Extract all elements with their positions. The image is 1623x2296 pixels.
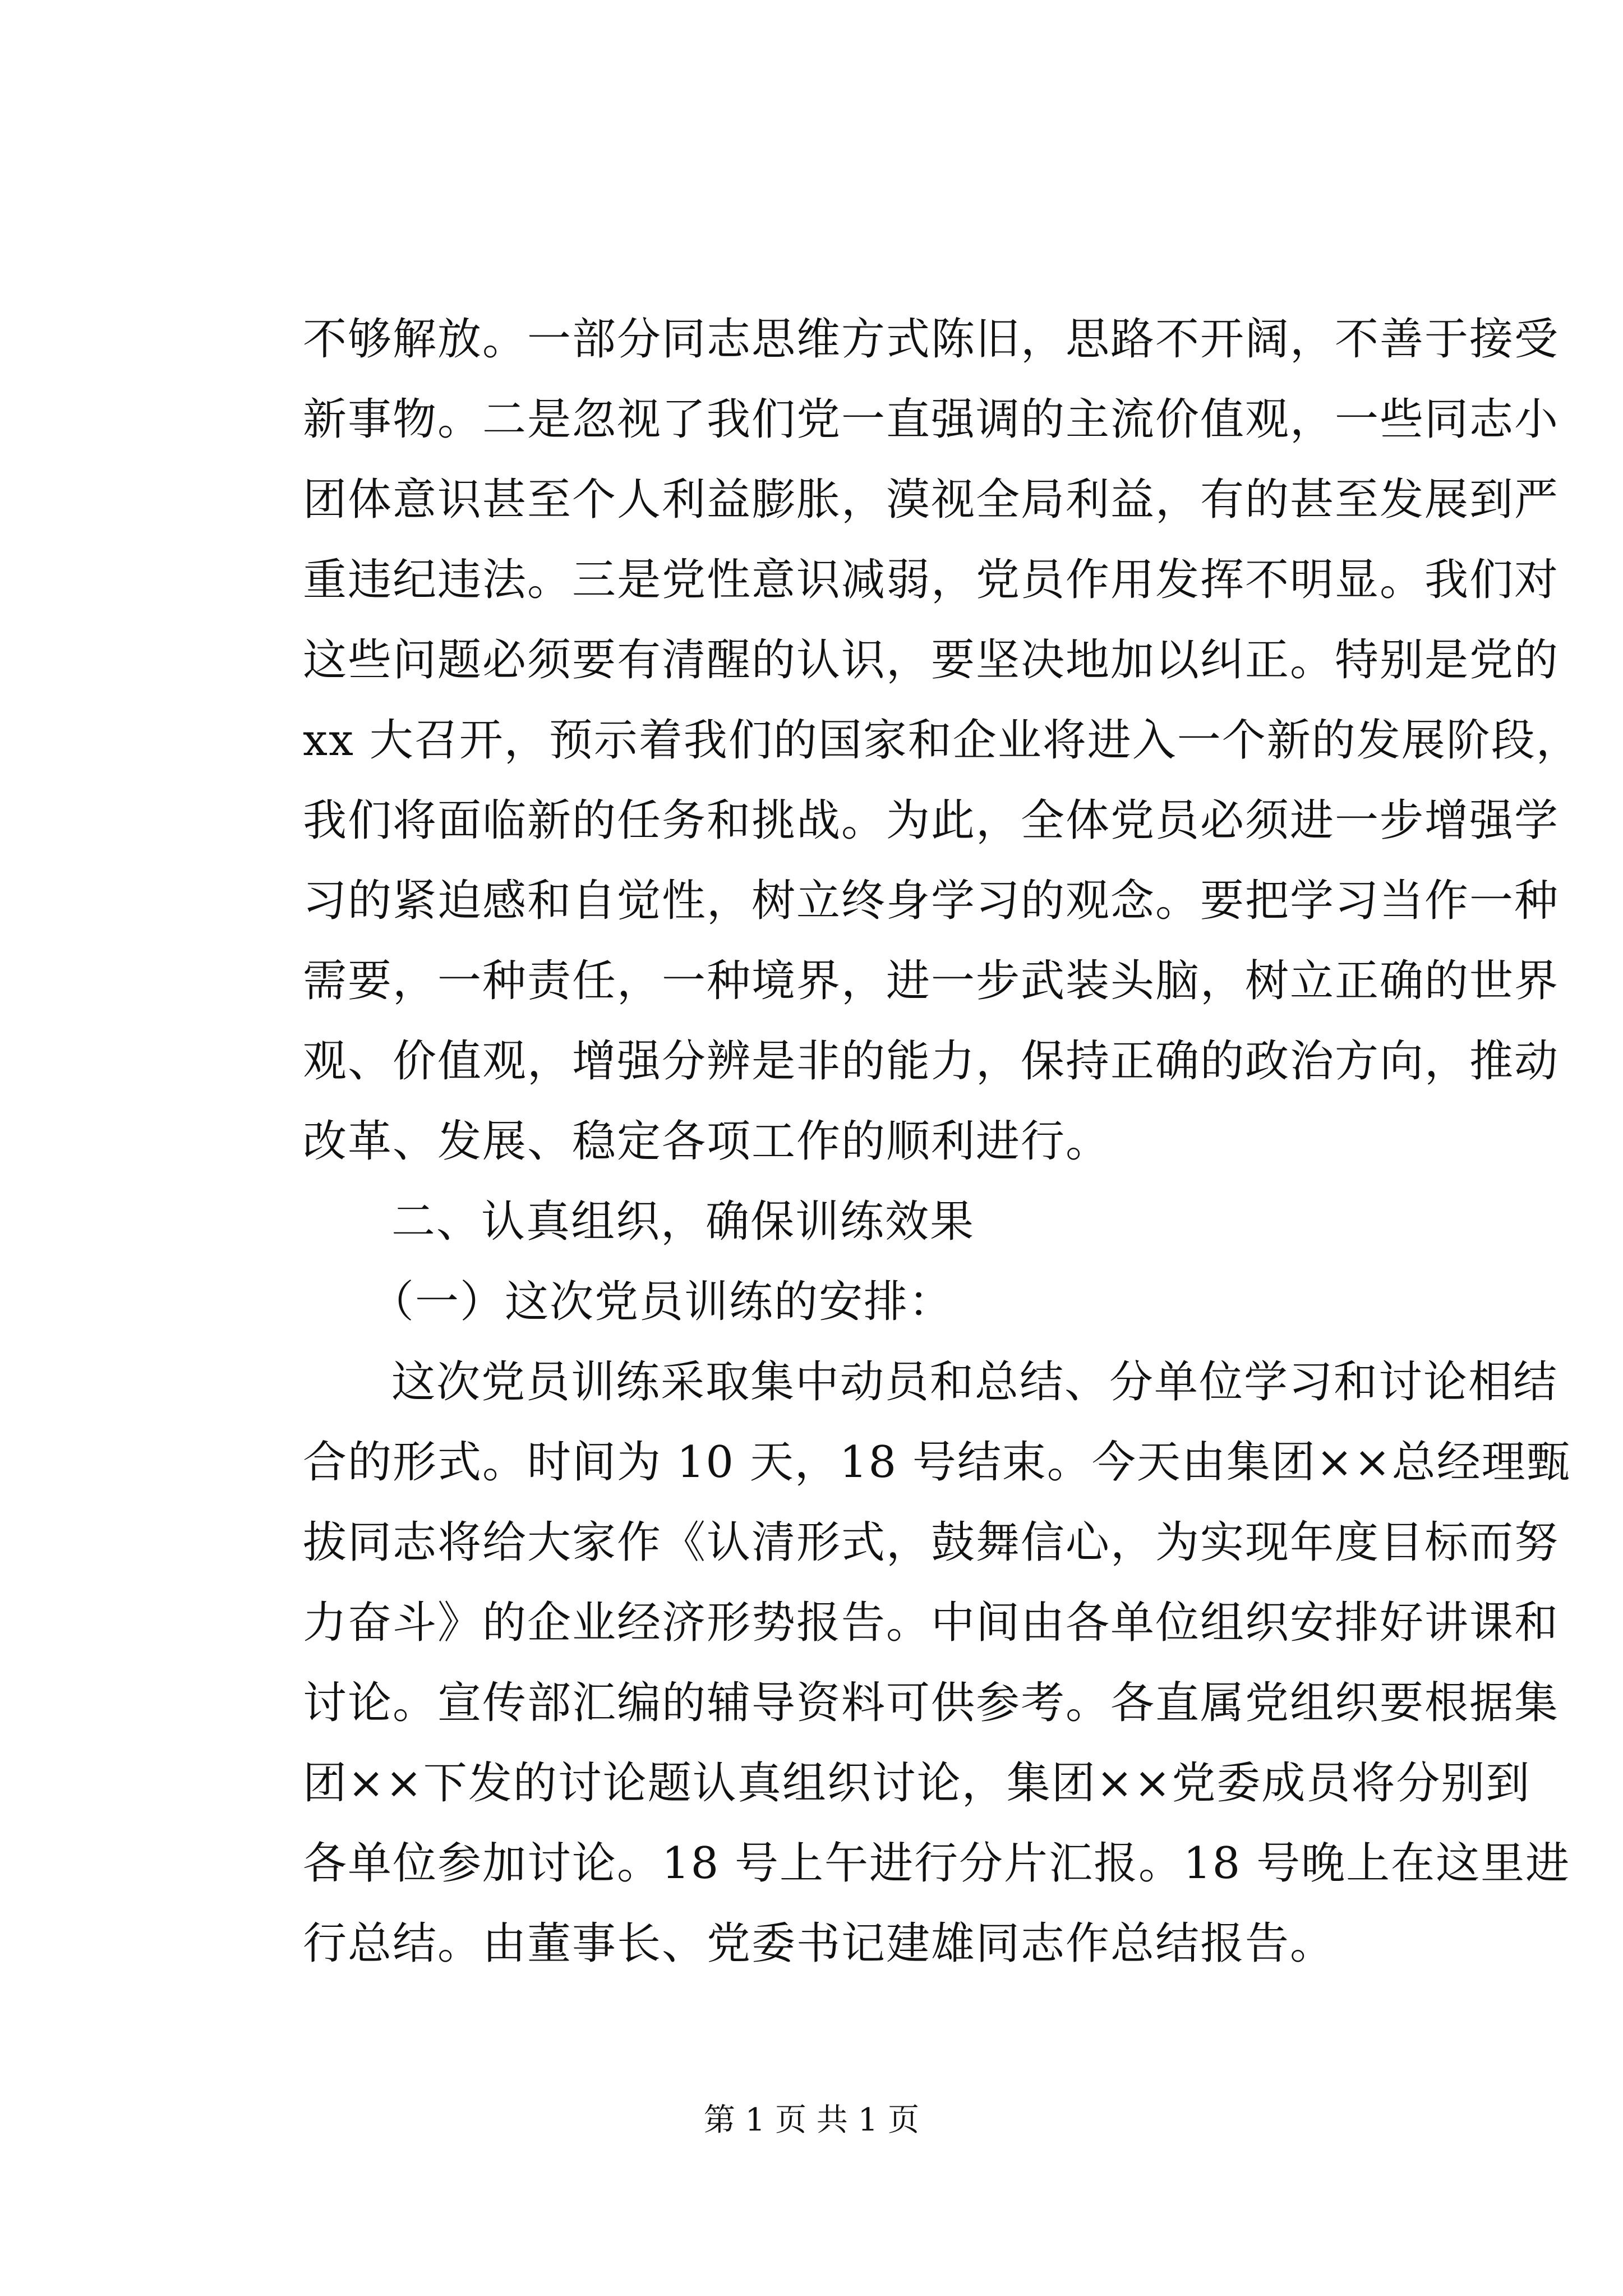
body-text-line: 讨论。宣传部汇编的辅导资料可供参考。各直属党组织要根据集 <box>303 1678 1560 1728</box>
body-text-line: 团××下发的讨论题认真组织讨论，集团××党委成员将分别到 <box>303 1758 1531 1809</box>
body-text-line: 改革、发展、稳定各项工作的顺利进行。 <box>303 1116 1111 1167</box>
body-text-line: 我们将面临新的任务和挑战。为此，全体党员必须进一步增强学 <box>303 795 1560 846</box>
page-footer: 第 1 页 共 1 页 <box>703 2102 920 2138</box>
body-text-line: 这次党员训练采取集中动员和总结、分单位学习和讨论相结 <box>391 1357 1559 1407</box>
body-text-line: 需要，一种责任，一种境界，进一步武装头脑，树立正确的世界 <box>303 956 1560 1006</box>
body-text-line: 重违纪违法。三是党性意识减弱，党员作用发挥不明显。我们对 <box>303 555 1560 605</box>
section-heading: 二、认真组织，确保训练效果 <box>391 1197 975 1247</box>
body-text-line: xx 大召开，预示着我们的国家和企业将进入一个新的发展阶段， <box>303 715 1581 766</box>
body-text-line: 新事物。二是忽视了我们党一直强调的主流价值观，一些同志小 <box>303 394 1560 445</box>
body-text-line: 不够解放。一部分同志思维方式陈旧，思路不开阔，不善于接受 <box>303 314 1560 365</box>
body-text-line: 团体意识甚至个人利益膨胀，漠视全局利益，有的甚至发展到严 <box>303 475 1560 525</box>
body-text-line: 行总结。由董事长、党委书记建雄同志作总结报告。 <box>303 1918 1335 1969</box>
body-text-line: 观、价值观，增强分辨是非的能力，保持正确的政治方向，推动 <box>303 1036 1560 1087</box>
body-text-line: 力奋斗》的企业经济形势报告。中间由各单位组织安排好讲课和 <box>303 1598 1560 1648</box>
body-text-line: 这些问题必须要有清醒的认识，要坚决地加以纠正。特别是党的 <box>303 635 1560 685</box>
body-text-line: 习的紧迫感和自觉性，树立终身学习的观念。要把学习当作一种 <box>303 876 1560 926</box>
body-text-line: 各单位参加讨论。18 号上午进行分片汇报。18 号晚上在这里进 <box>303 1838 1571 1889</box>
body-text-line: 拔同志将给大家作《认清形式，鼓舞信心，为实现年度目标而努 <box>303 1517 1560 1568</box>
subsection-heading: （一）这次党员训练的安排： <box>370 1277 954 1327</box>
body-text-line: 合的形式。时间为 10 天，18 号结束。今天由集团××总经理甄 <box>303 1437 1571 1488</box>
